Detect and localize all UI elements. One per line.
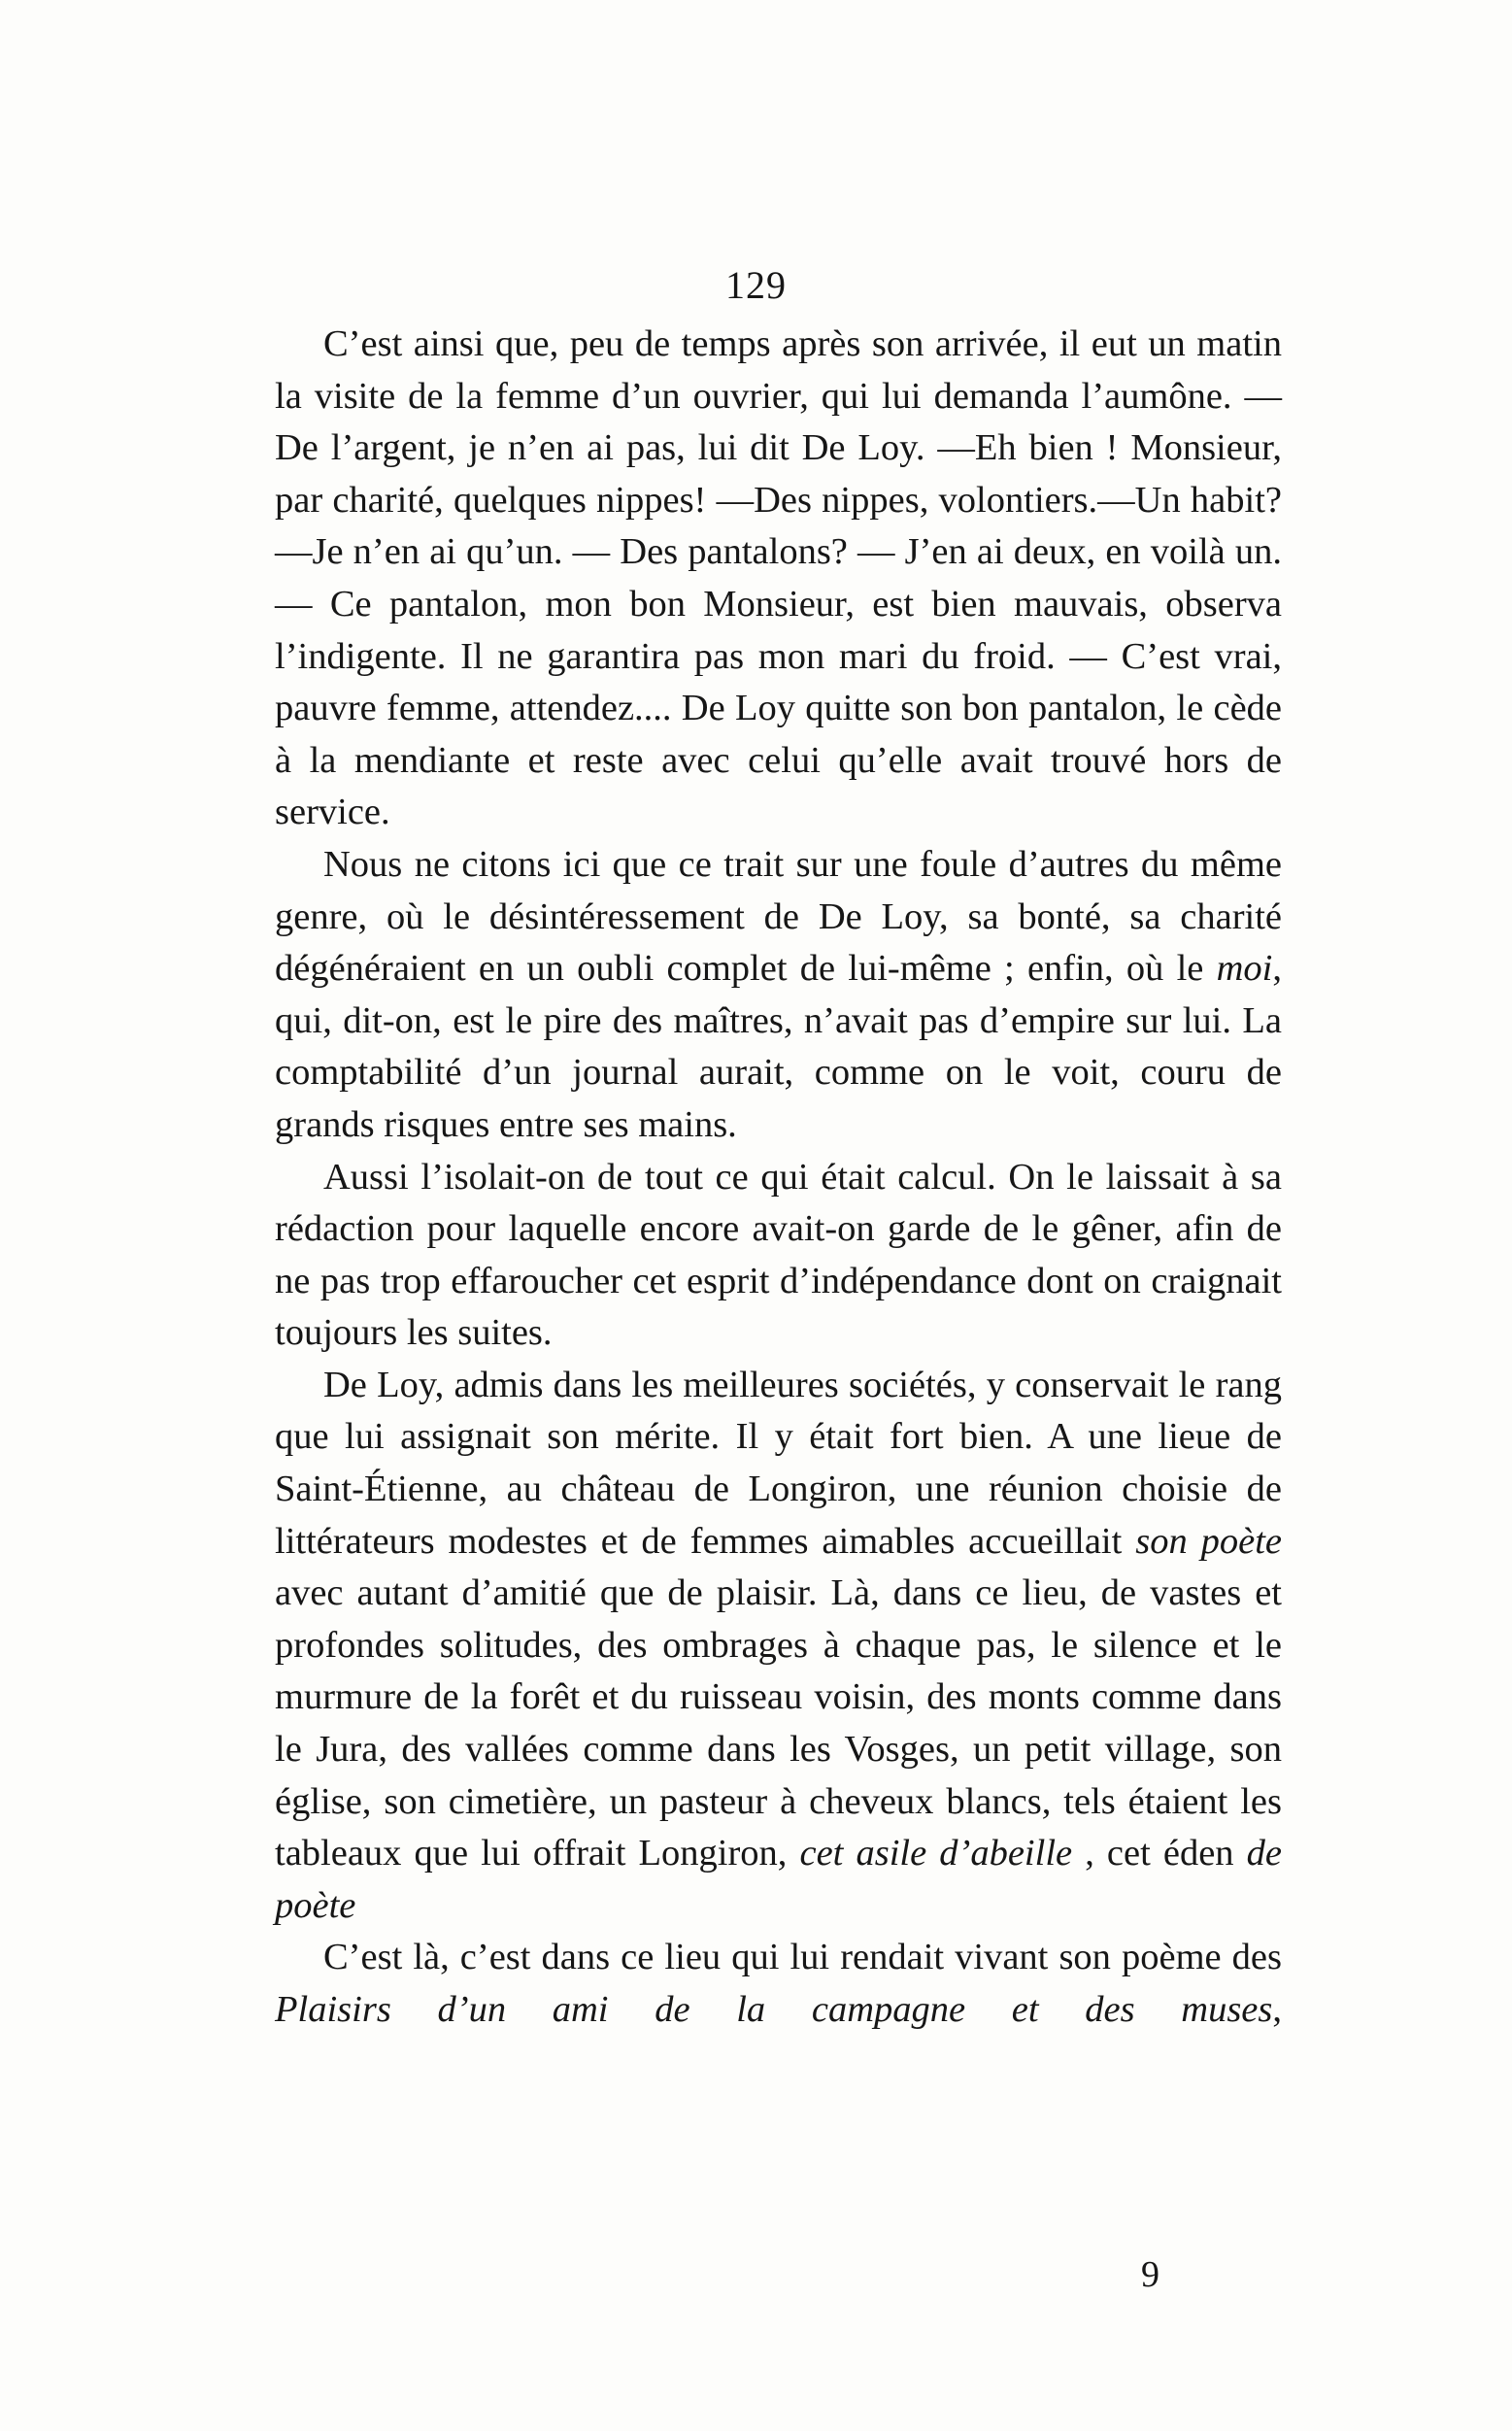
page-number: 129 bbox=[725, 263, 787, 307]
text-segment: , bbox=[1272, 1989, 1282, 2030]
text-segment: C’est là, c’est dans ce lieu qui lui rendait vivant son poème des bbox=[323, 1937, 1282, 1978]
text-segment: Aussi l’isolait-on de tout ce qui était calcul. On le laissait à sa rédaction pour laquelle encore avait-on garde de le gêner, afin de ne pas trop effaroucher cet esprit d’indépendance dont on craignait toujours les suites. bbox=[275, 1156, 1282, 1354]
paragraph-3 bbox=[275, 1152, 1282, 1360]
text-segment: C’est ainsi que, peu de temps après son arrivée, il eut un matin la visite de la femme d’un ouvrier, qui lui demanda l’aumône. —De l’argent, je n’en ai pas, lui dit De Loy. —Eh bien ! Monsieur, par charité, quelques nippes! —Des nippes, volontiers.—Un habit?—Je n’en ai qu’un. — Des pantalons? — J’en ai deux, en voilà un. — Ce pantalon, mon bon Monsieur, est bien mauvais, observa l’indigente. Il ne garantira pas mon mari du froid. — C’est vrai, pauvre femme, attendez.... De Loy quitte son bon pantalon, le cède à la mendiante et reste avec celui qu’elle avait trouvé hors de service. bbox=[275, 323, 1282, 833]
italic-text-segment: Plaisirs d’un ami de la campagne et des muses bbox=[275, 1989, 1273, 2030]
text-segment: , qui, dit-on, est le pire des maîtres, n’avait pas d’empire sur lui. La comptabilité d’un journal aurait, comme on le voit, couru de grands risques entre ses mains. bbox=[275, 948, 1282, 1145]
paragraph-5 bbox=[275, 1932, 1282, 2036]
body-text bbox=[275, 319, 1282, 2037]
italic-text-segment: de poète bbox=[275, 1833, 1282, 1926]
text-segment: Nous ne citons ici que ce trait sur une foule d’autres du même genre, où le désintéressement de De Loy, sa bonté, sa charité dégénéraient en un oubli complet de lui-même ; enfin, où le bbox=[275, 843, 1282, 990]
italic-text-segment: cet asile d’abeille bbox=[799, 1833, 1073, 1874]
italic-text-segment: moi bbox=[1216, 948, 1273, 990]
text-segment: De Loy, admis dans les meilleures sociétés, y conservait le rang que lui assignait son mérite. Il y était fort bien. A une lieue de Saint-Étienne, au château de Longiron, une réunion choisie de littérateurs modestes et de femmes aimables accueillait bbox=[275, 1364, 1282, 1562]
signature-mark: 9 bbox=[1141, 2254, 1159, 2295]
paragraph-1 bbox=[275, 319, 1282, 839]
text-segment: avec autant d’amitié que de plaisir. Là, dans ce lieu, de vastes et profondes solitudes, des ombrages à chaque pas, le silence et le murmure de la forêt et du ruisseau voisin, des monts comme dans le Jura, des vallées comme dans les Vosges, un petit village, son église, son cimetière, un pasteur à cheveux blancs, tels étaient les tableaux que lui offrait Longiron, bbox=[275, 1572, 1282, 1874]
paragraph-4 bbox=[275, 1360, 1282, 1933]
paragraph-2 bbox=[275, 839, 1282, 1152]
text-segment: , cet éden bbox=[1072, 1833, 1247, 1874]
italic-text-segment: son poète bbox=[1135, 1520, 1282, 1562]
